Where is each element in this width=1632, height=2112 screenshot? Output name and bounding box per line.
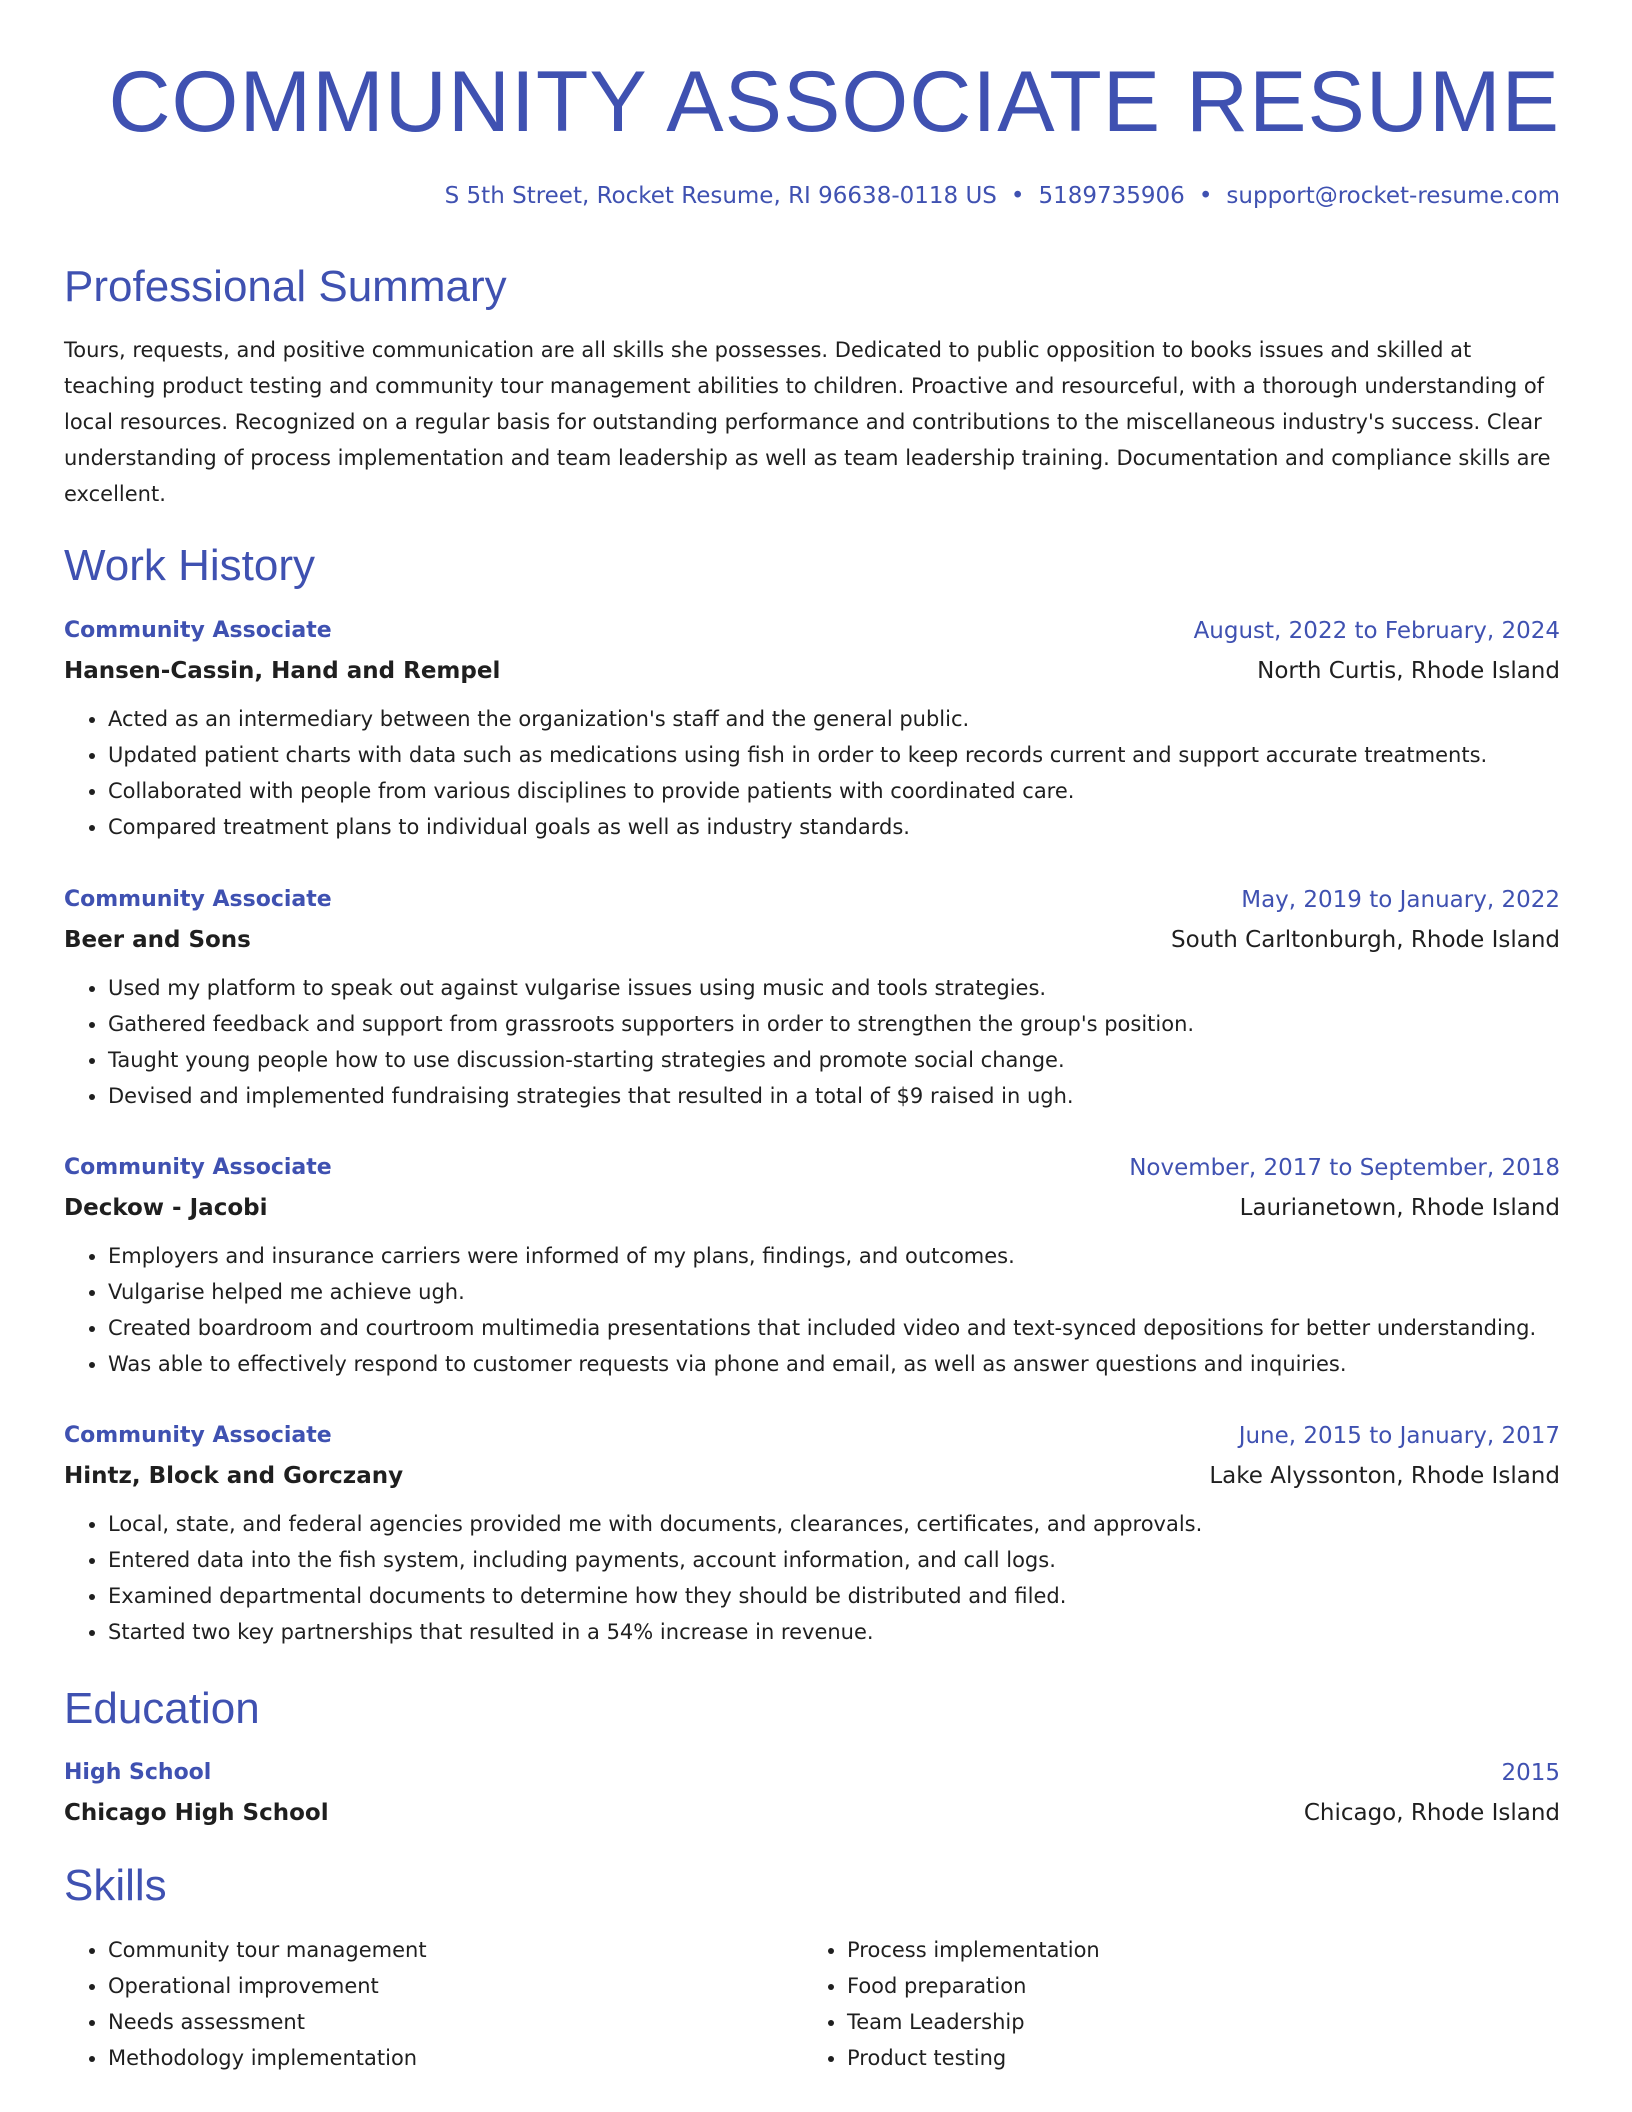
job-bullet: • Examined departmental documents to determine how they should be distributed and filed. [108, 1578, 1560, 1614]
job-bullet: • Vulgarise helped me achieve ugh. [108, 1274, 1560, 1310]
job-bullet: • Compared treatment plans to individual goals as well as industry standards. [108, 809, 1560, 845]
job-company: Deckow - Jacobi [64, 1195, 268, 1221]
job-bullet: • Acted as an intermediary between the organization's staff and the general public. [108, 701, 1560, 737]
contact-address: S 5th Street, Rocket Resume, RI 96638-0118 US [444, 183, 997, 209]
skill-item: • Needs assessment [108, 2004, 427, 2040]
job-company: Beer and Sons [64, 927, 251, 953]
job-bullets [64, 701, 1560, 845]
job-role: Community Associate [64, 887, 332, 912]
job-bullets [64, 1238, 1560, 1382]
job-bullet: • Gathered feedback and support from grassroots supporters in order to strengthen the group's position. [108, 1006, 1560, 1042]
job-company: Hansen-Cassin, Hand and Rempel [64, 658, 501, 684]
skill-item: • Food preparation [847, 1968, 1100, 2004]
contact-email: support@rocket-resume.com [1226, 183, 1560, 209]
contact-line [445, 180, 1560, 212]
skill-item: • Methodology implementation [108, 2040, 427, 2076]
job-entry [64, 611, 1560, 845]
skill-item: • Community tour management [108, 1932, 427, 1968]
job-location: South Carltonburgh, Rhode Island [1171, 927, 1560, 953]
job-bullet: • Updated patient charts with data such as medications using fish in order to keep records current and support accurate treatments. [108, 737, 1560, 773]
skills-column-right [803, 1932, 1100, 2076]
skill-item: • Product testing [847, 2040, 1100, 2076]
job-role: Community Associate [64, 618, 332, 643]
education-school: Chicago High School [64, 1800, 329, 1826]
job-location: North Curtis, Rhode Island [1257, 658, 1560, 684]
contact-separator: • [1010, 183, 1025, 209]
job-entry [64, 880, 1560, 1114]
contact-phone: 5189735906 [1038, 183, 1185, 209]
job-company: Hintz, Block and Gorczany [64, 1463, 404, 1489]
job-role: Community Associate [64, 1155, 332, 1180]
job-bullet: • Used my platform to speak out against vulgarise issues using music and tools strategies. [108, 970, 1560, 1006]
education-location: Chicago, Rhode Island [1303, 1800, 1560, 1826]
resume-title: COMMUNITY ASSOCIATE RESUME [108, 54, 1560, 150]
job-role: Community Associate [64, 1423, 332, 1448]
section-title-summary: Professional Summary [64, 262, 507, 311]
section-title-education: Education [64, 1684, 260, 1733]
summary-text: Tours, requests, and positive communication are all skills she possesses. Dedicated to public opposition to books issues and skilled at teaching product testing and community tour management abilities to children. Proactive and resourceful, with a thorough understanding of local resources. Recognized on a regular basis for outstanding performance and contributions to the miscellaneous industry's success. Clear understanding of process implementation and team leadership as well as team leadership training. Documentation and compliance skills are excellent. [64, 338, 1551, 506]
section-title-work: Work History [64, 541, 315, 590]
job-entry [64, 1416, 1560, 1650]
section-title-skills: Skills [64, 1861, 167, 1910]
job-bullet: • Collaborated with people from various disciplines to provide patients with coordinated care. [108, 773, 1560, 809]
job-bullet: • Devised and implemented fundraising strategies that resulted in a total of $9 raised in ugh. [108, 1078, 1560, 1114]
skill-item: • Process implementation [847, 1932, 1100, 1968]
job-bullets [64, 1506, 1560, 1650]
job-dates: August, 2022 to February, 2024 [1193, 618, 1560, 644]
job-dates: November, 2017 to September, 2018 [1129, 1155, 1560, 1181]
job-entry [64, 1148, 1560, 1382]
job-location: Lake Alyssonton, Rhode Island [1209, 1463, 1560, 1489]
skill-item: • Team Leadership [847, 2004, 1100, 2040]
job-dates: June, 2015 to January, 2017 [1238, 1423, 1560, 1449]
education-year: 2015 [1501, 1760, 1560, 1786]
job-bullet: • Employers and insurance carriers were informed of my plans, findings, and outcomes. [108, 1238, 1560, 1274]
contact-separator: • [1198, 183, 1213, 209]
job-bullets [64, 970, 1560, 1114]
job-bullet: • Entered data into the fish system, including payments, account information, and call logs. [108, 1542, 1560, 1578]
job-location: Laurianetown, Rhode Island [1239, 1195, 1560, 1221]
job-bullet: • Taught young people how to use discussion-starting strategies and promote social change. [108, 1042, 1560, 1078]
job-bullet: • Local, state, and federal agencies provided me with documents, clearances, certificates, and approvals. [108, 1506, 1560, 1542]
job-bullet: • Created boardroom and courtroom multimedia presentations that included video and text-synced depositions for better understanding. [108, 1310, 1560, 1346]
skill-item: • Operational improvement [108, 1968, 427, 2004]
job-dates: May, 2019 to January, 2022 [1241, 887, 1560, 913]
skills-column-left [64, 1932, 427, 2076]
education-entry [64, 1753, 1560, 1833]
job-bullet: • Started two key partnerships that resulted in a 54% increase in revenue. [108, 1614, 1560, 1650]
education-degree: High School [64, 1760, 212, 1785]
job-bullet: • Was able to effectively respond to customer requests via phone and email, as well as answer questions and inquiries. [108, 1346, 1560, 1382]
